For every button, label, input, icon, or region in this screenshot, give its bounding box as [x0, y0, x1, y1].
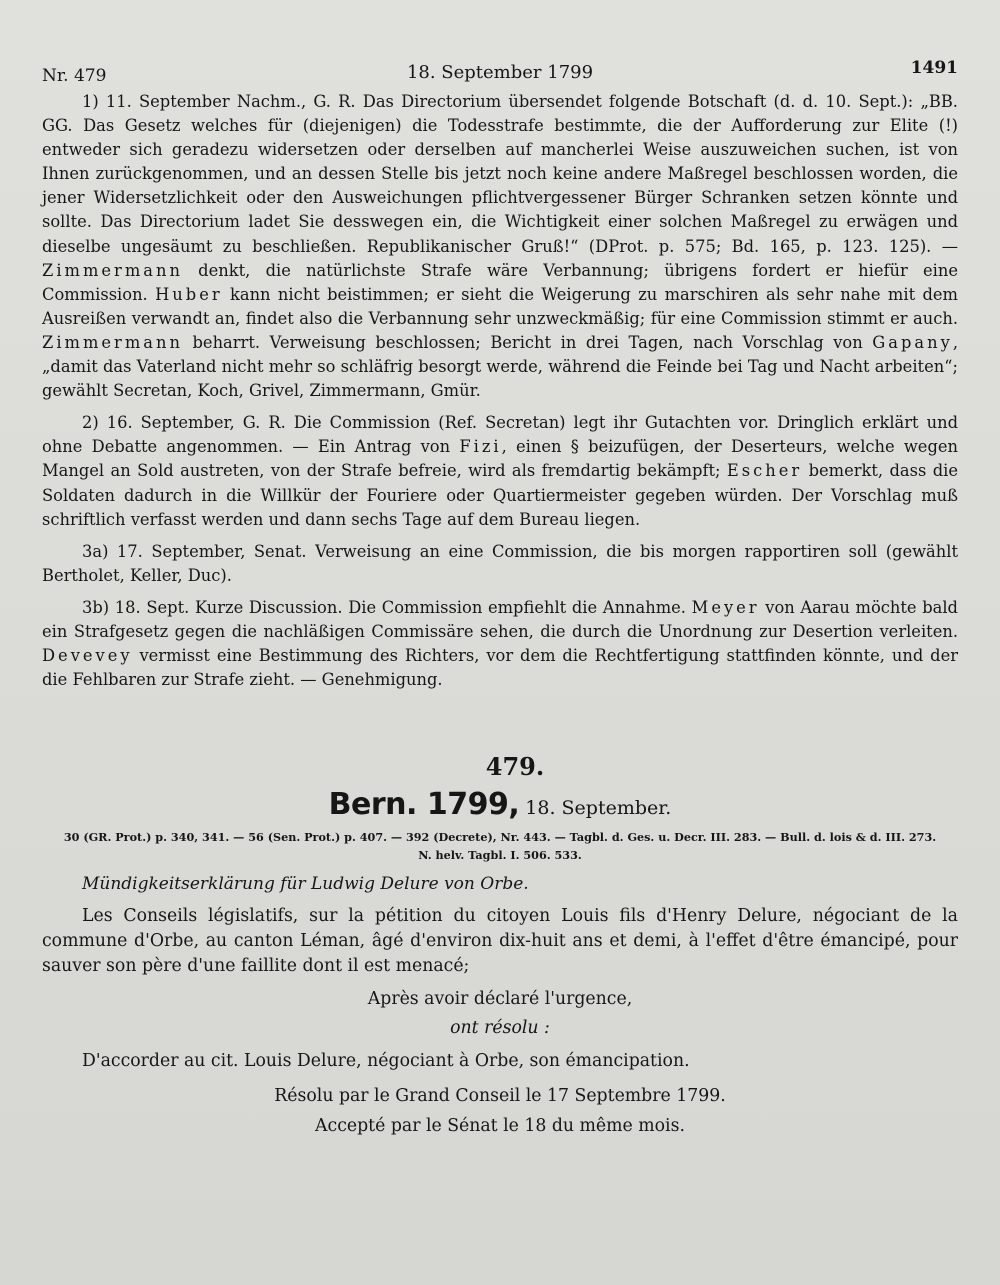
- urgence-line: Après avoir déclaré l'urgence,: [367, 989, 633, 1010]
- sources-line-1: 30 (GR. Prot.) p. 340, 341. — 56 (Sen. Prot.) p. 407. — 392 (Decrete), Nr. 443. — Tagbl. d. Ges. u. Decr. III. 283. — Bull. d. lois & d. III. 273.: [63, 830, 937, 845]
- place-year: Bern. 1799,: [328, 787, 520, 823]
- document-number: 479.: [485, 752, 545, 782]
- text-run: von Aarau möchte bald ein Strafgesetz gegen die nachläßigen Commissäre sehen, die durch die Unordnung zur Desertion verleiten.: [42, 597, 958, 641]
- document-title: Mündigkeitserklärung für Ludwig Delure von Orbe.: [82, 874, 529, 895]
- source-references: [42, 828, 958, 864]
- text-run: beharrt. Verweisung beschlossen; Bericht in drei Tagen, nach Vorschlag von: [182, 332, 873, 352]
- spaced-name: Devevey: [42, 646, 133, 666]
- place-date-heading: [42, 787, 958, 822]
- page-number: 1491: [910, 58, 958, 78]
- text-run: kann nicht beistimmen; er sieht die Weigerung zu marschiren als sehr nahe mit dem Ausreißen verwandt an, findet also die Verbannung sehr unzweckmäßig; für eine Commission stimmt er auch.: [42, 284, 958, 328]
- paragraph-4: [42, 596, 958, 692]
- spaced-name: Escher: [726, 461, 803, 481]
- petition-paragraph: Les Conseils législatifs, sur la pétition du citoyen Louis fils d'Henry Delure, négociant de la commune d'Orbe, au canton Léman, âgé d'environ dix-huit ans et demi, à l'effet d'être émancipé, pour sauver son père d'une faillite dont il est menacé;: [42, 906, 958, 977]
- header-date: 18. September 1799: [406, 62, 594, 83]
- sources-line-2: N. helv. Tagbl. I. 506. 533.: [418, 848, 582, 863]
- spaced-name: Huber: [155, 284, 223, 304]
- text-run: , „damit das Vaterland nicht mehr so schläfrig besorgt werde, während die Feinde bei Tag und Nacht arbeiten“; gewählt Secretan, Koch, Grivel, Zimmermann, Gmür.: [42, 332, 958, 401]
- text-run: 2) 16. September, G. R. Die Commission (Ref. Secretan) legt ihr Gutachten vor. Dringlich erklärt und ohne Debatte angenommen. — Ein Antrag von: [42, 413, 958, 457]
- entry-number: Nr. 479: [42, 66, 107, 86]
- text-run: , einen § beizufügen, der Deserteurs, welche wegen Mangel an Sold austreten, von der Strafe befreie, wird als fremdartig bekämpft;: [42, 437, 958, 481]
- text-run: 3b) 18. Sept. Kurze Discussion. Die Commission empfiehlt die Annahme.: [82, 597, 692, 617]
- text-run: denkt, die natürlichste Strafe wäre Verbannung; übrigens fordert er hiefür eine Commission.: [42, 260, 958, 304]
- senat-line: Accepté par le Sénat le 18 du même mois.: [315, 1116, 685, 1137]
- grand-conseil-line: Résolu par le Grand Conseil le 17 Septembre 1799.: [274, 1086, 726, 1107]
- spaced-name: Zimmermann: [42, 332, 183, 352]
- text-run: bemerkt, dass die Soldaten dadurch in die Willkür der Fouriere oder Quartiermeister gegeben würden. Der Vorschlag muß schriftlich verfasst werden und dann sechs Tage auf dem Bureau liegen.: [42, 461, 958, 529]
- spaced-name: Gapany: [872, 332, 953, 352]
- paragraph-1: [42, 90, 958, 403]
- heading-day: 18. September.: [525, 797, 672, 820]
- text-run: vermisst eine Bestimmung des Richters, vor dem die Rechtfertigung stattfinden könnte, und der die Fehlbaren zur Strafe zieht. — Genehmigung.: [42, 646, 958, 690]
- spaced-name: Fizi: [459, 437, 502, 457]
- spaced-name: Meyer: [691, 597, 760, 617]
- paragraph-2: [42, 411, 958, 531]
- resolu-line: ont résolu :: [450, 1018, 550, 1039]
- text-run: 1) 11. September Nachm., G. R. Das Directorium übersendet folgende Botschaft (d. d. 10. Sept.): „BB. GG. Das Gesetz welches für (diejenigen) die Todesstrafe bestimmte, die der Aufforderung zur Elite (!) entweder sich geradezu widersetzen oder derselben auf mancherlei Weise auszuweichen suchen, ist von Ihnen zurückgenommen, und an dessen Stelle bis jetzt noch keine andere Maßregel beschlossen worden, die jener Widersetzlichkeit oder den Ausweichungen pflichtvergessener Bürger Schranken setzen könnte und sollte. Das Directorium ladet Sie desswegen ein, die Wichtigkeit einer solchen Maßregel zu erwägen und dieselbe ungesäumt zu beschließen. Republikanischer Gruß!“ (DProt. p. 575; Bd. 165, p. 123. 125). —: [42, 92, 958, 256]
- running-header: [42, 58, 958, 90]
- accorder-paragraph: D'accorder au cit. Louis Delure, négociant à Orbe, son émancipation.: [82, 1051, 690, 1072]
- paragraph-3: 3a) 17. September, Senat. Verweisung an eine Commission, die bis morgen rapportiren soll (gewählt Bertholet, Keller, Duc).: [42, 541, 958, 585]
- spaced-name: Zimmermann: [42, 260, 183, 280]
